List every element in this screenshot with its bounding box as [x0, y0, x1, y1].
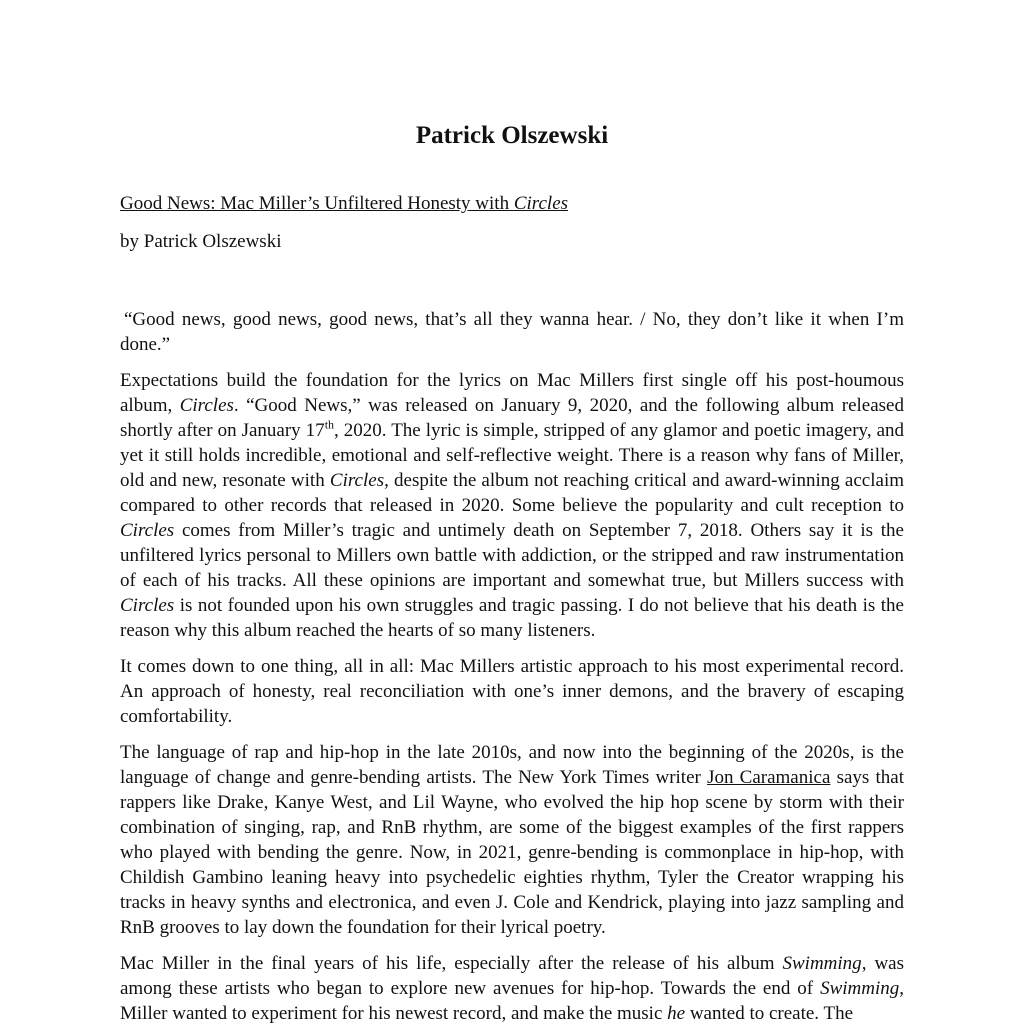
italic-album-title: Circles [120, 520, 175, 541]
italic-album-title: Swimming [782, 953, 862, 974]
text-run: , despite the album not reaching critical and award-winning acclaim compared to other records that released in 2020. Some believe the popularity and cult reception to [120, 470, 904, 516]
italic-album-title: Circles [120, 595, 175, 616]
text-run: The language of rap and hip-hop in the late 2010s, and now into the beginning of the 2020s, is the language of change and genre-bending artists. The New York Times writer [120, 742, 904, 788]
text-run: . “Good News,” was released on January 9, 2020, and the following album released shortly after on January 17 [120, 395, 904, 441]
text-run: , was among these artists who began to explore new avenues for hip-hop. Towards the end of [120, 953, 904, 999]
paragraph-genre-bending [120, 740, 904, 940]
italic-album-title: Circles [329, 470, 385, 491]
byline: by Patrick Olszewski [120, 231, 282, 252]
text-run: Mac Miller in the final years of his life, especially after the release of his album [120, 953, 783, 974]
text-run: is not founded upon his own struggles and tragic passing. I do not believe that his death is the reason why this album reached the hearts of so many listeners. [120, 595, 904, 641]
text-run: , Miller wanted to experiment for his newest record, and make the music [120, 978, 904, 1024]
text-run: says that rappers like Drake, Kanye West, and Lil Wayne, who evolved the hip hop scene by storm with their combination of singing, rap, and RnB rhythm, are some of the biggest examples of the first rappers who played with bending the genre. Now, in 2021, genre-bending is commonplace in hip-hop, with Childish Gambino leaning heavy into psychedelic eighties rhythm, Tyler the Creator wrapping his tracks in heavy synths and electronica, and even J. Cole and Kendrick, playing into jazz sampling and RnB grooves to lay down the foundation for their lyrical poetry. [120, 767, 904, 938]
document-page [120, 0, 904, 1024]
article-title-italic: Circles [513, 193, 569, 214]
link-jon-caramanica[interactable]: Jon Caramanica [707, 767, 831, 788]
author-heading: Patrick Olszewski [415, 122, 609, 149]
italic-emphasis: he [667, 1003, 686, 1024]
article-title [120, 191, 568, 217]
article-body [120, 307, 904, 1024]
opening-quote: “Good news, good news, good news, that’s all they wanna hear. / No, they don’t like it when I’m done.” [120, 309, 904, 355]
text-run: wanted to create. The [685, 1003, 854, 1024]
paragraph-final-years [120, 951, 904, 1024]
paragraph-artistic-approach: It comes down to one thing, all in all: Mac Millers artistic approach to his most experimental record. An approach of honesty, real reconciliation with one’s inner demons, and the bravery of escaping comfortability. [120, 656, 904, 727]
italic-album-title: Swimming [820, 978, 900, 999]
italic-album-title: Circles [179, 395, 234, 416]
text-run: Expectations build the foundation for the lyrics on Mac Millers first single off his post-houmous album, [120, 370, 904, 416]
text-run: , 2020. The lyric is simple, stripped of any glamor and poetic imagery, and yet it still holds incredible, emotional and self-reflective weight. There is a reason why fans of Miller, old and new, resonate with [120, 420, 905, 491]
article-title-text: Good News: Mac Miller’s Unfiltered Honesty with [120, 193, 514, 214]
text-run: comes from Miller’s tragic and untimely death on September 7, 2018. Others say it is the unfiltered lyrics personal to Millers own battle with addiction, or the stripped and raw instrumentation of each of his tracks. All these opinions are important and somewhat true, but Millers success with [120, 520, 904, 591]
paragraph-expectations [120, 368, 904, 643]
ordinal-superscript: th [324, 417, 335, 432]
